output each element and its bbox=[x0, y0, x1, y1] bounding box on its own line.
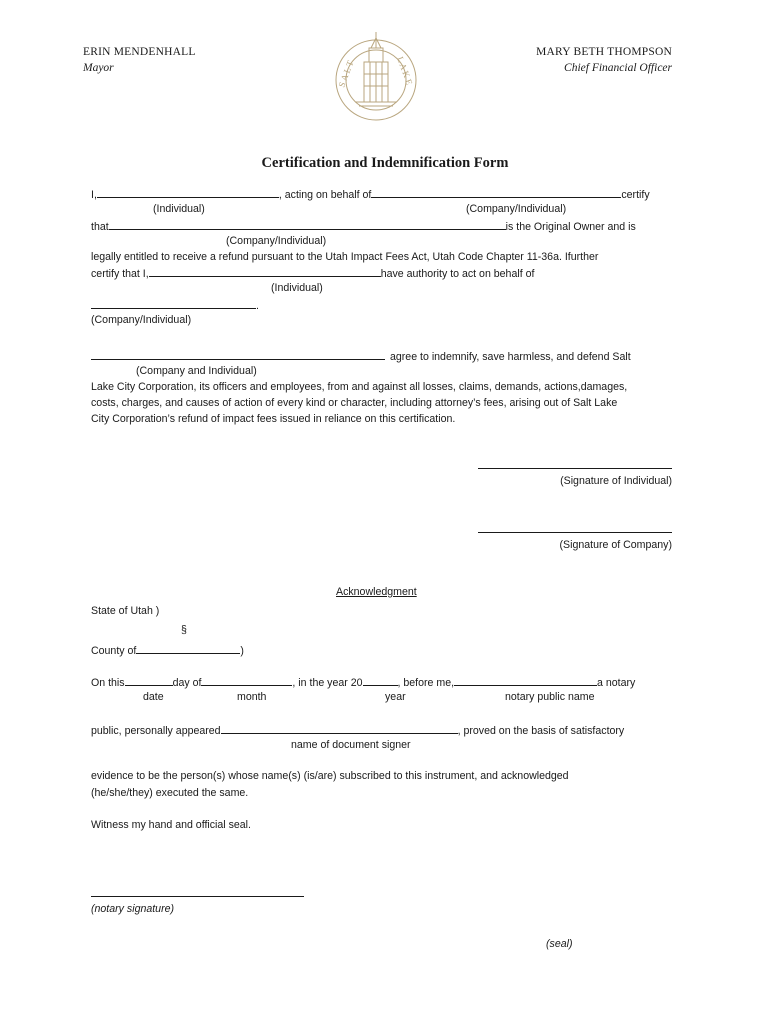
cfo-title: Chief Financial Officer bbox=[564, 62, 672, 74]
label-year: year bbox=[385, 691, 406, 703]
indem-line3: costs, charges, and causes of action of every kind or character, including attorney’s fees, arising out of Salt Lake bbox=[91, 397, 618, 409]
month-field[interactable] bbox=[201, 675, 292, 686]
label-month: month bbox=[237, 691, 267, 703]
state-line: State of Utah ) bbox=[91, 605, 160, 617]
notary-name-field[interactable] bbox=[454, 675, 597, 686]
signer-name-field[interactable] bbox=[221, 723, 458, 734]
label-company-and-individual: (Company and Individual) bbox=[136, 365, 257, 377]
city-seal-icon bbox=[331, 28, 421, 128]
line2: that is the Original Owner and is bbox=[91, 221, 636, 233]
line1: I, , acting on behalf of certify bbox=[91, 189, 650, 201]
section-symbol: § bbox=[181, 624, 187, 636]
authority-individual-field[interactable] bbox=[149, 266, 381, 277]
form-title: Certification and Indemnification Form bbox=[261, 155, 509, 171]
witness-line: Witness my hand and official seal. bbox=[91, 819, 251, 831]
line5: . bbox=[91, 298, 259, 313]
label-signer: name of document signer bbox=[291, 739, 411, 751]
company-name-field[interactable] bbox=[371, 187, 621, 198]
label-authority-individual: (Individual) bbox=[271, 282, 323, 294]
label-owner: (Company/Individual) bbox=[226, 235, 327, 247]
indem-line4: City Corporation’s refund of impact fees issued in reliance on this certification. bbox=[91, 413, 456, 425]
signature-individual-line[interactable] bbox=[478, 468, 672, 469]
evidence-line2: (he/she/they) executed the same. bbox=[91, 787, 249, 799]
authority-company-field[interactable] bbox=[91, 298, 256, 309]
individual-name-field[interactable] bbox=[97, 187, 279, 198]
label-company-individual: (Company/Individual) bbox=[466, 203, 567, 215]
indemnifier-field[interactable] bbox=[91, 349, 385, 360]
signature-company-line[interactable] bbox=[478, 532, 672, 533]
signature-individual-label: (Signature of Individual) bbox=[560, 475, 672, 487]
original-owner-field[interactable] bbox=[109, 219, 506, 230]
notary-signature-line[interactable] bbox=[91, 896, 304, 897]
indem-line1: agree to indemnify, save harmless, and defend Salt bbox=[91, 349, 631, 364]
label-date: date bbox=[143, 691, 164, 703]
seal-label: (seal) bbox=[546, 938, 573, 950]
label-authority-company: (Company/Individual) bbox=[91, 314, 192, 326]
year-field[interactable] bbox=[363, 675, 398, 686]
indem-line2: Lake City Corporation, its officers and employees, from and against all losses, claims, demands, actions,damages, bbox=[91, 381, 628, 393]
cfo-name: MARY BETH THOMPSON bbox=[536, 46, 672, 58]
mayor-title: Mayor bbox=[83, 62, 114, 74]
svg-text:L A K E: L A K E bbox=[395, 55, 415, 87]
signature-company-label: (Signature of Company) bbox=[559, 539, 672, 551]
evidence-line1: evidence to be the person(s) whose name(s) (is/are) subscribed to this instrument, and acknowledged bbox=[91, 770, 569, 782]
label-individual: (Individual) bbox=[153, 203, 205, 215]
line3: legally entitled to receive a refund pursuant to the Utah Impact Fees Act, Utah Code Chapter 11-36a. Ifurther bbox=[91, 251, 599, 263]
appeared-line: public, personally appeared , proved on the basis of satisfactory bbox=[91, 725, 625, 737]
svg-text:S A L T: S A L T bbox=[336, 59, 356, 89]
notary-signature-label: (notary signature) bbox=[91, 903, 175, 915]
day-field[interactable] bbox=[125, 675, 173, 686]
line4: certify that I, have authority to act on behalf of bbox=[91, 268, 535, 280]
acknowledgment-heading: Acknowledgment bbox=[336, 586, 417, 598]
county-field[interactable] bbox=[136, 643, 240, 654]
mayor-name: ERIN MENDENHALL bbox=[83, 46, 196, 58]
notary-date-line: On this day of , in the year 20 , before me, a notary bbox=[91, 677, 636, 689]
label-notary-name: notary public name bbox=[505, 691, 595, 703]
county-line: County of ) bbox=[91, 645, 244, 657]
